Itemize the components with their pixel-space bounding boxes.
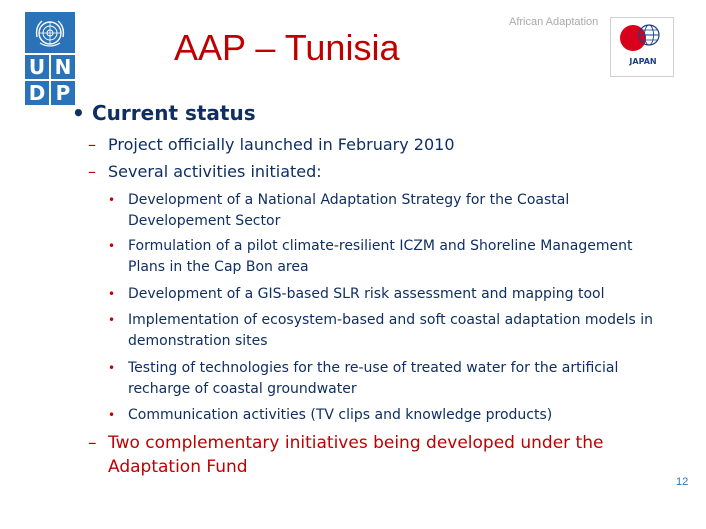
- bullet-icon: •: [108, 313, 116, 327]
- undp-letter-p: P: [51, 81, 75, 105]
- undp-letter-u: U: [25, 55, 49, 79]
- header-note: African Adaptation: [509, 16, 599, 28]
- undp-letter-d: D: [25, 81, 49, 105]
- dash-icon: –: [88, 162, 96, 181]
- bullet-icon: •: [108, 361, 116, 375]
- activity-text: Communication activities (TV clips and knowledge products): [128, 407, 553, 423]
- current-status-heading: [72, 101, 256, 125]
- activity-item: [108, 190, 668, 232]
- japan-flag-globe-icon: [611, 18, 673, 58]
- status-item-text: Several activities initiated:: [108, 162, 322, 181]
- page-number: 12: [676, 476, 689, 488]
- status-item: [88, 162, 322, 181]
- current-status-label: Current status: [92, 101, 256, 125]
- dash-icon: –: [88, 135, 96, 154]
- activity-text: Development of a National Adaptation Strategy for the Coastal Developement Sector: [128, 192, 570, 229]
- activity-text: Development of a GIS-based SLR risk assessment and mapping tool: [128, 286, 605, 302]
- activity-text: Implementation of ecosystem-based and soft coastal adaptation models in demonstration sites: [128, 312, 653, 349]
- activity-text: Testing of technologies for the re-use of treated water for the artificial recharge of coastal groundwater: [128, 360, 619, 397]
- bullet-icon: •: [108, 287, 116, 301]
- bullet-icon: •: [108, 239, 116, 253]
- bullet-icon: •: [108, 193, 116, 207]
- dash-icon: –: [88, 433, 97, 453]
- bullet-icon: •: [72, 101, 85, 125]
- activity-item: [108, 236, 668, 278]
- adaptation-fund-item: [88, 431, 628, 479]
- status-item-text: Project officially launched in February 2010: [108, 135, 455, 154]
- adaptation-fund-text: Two complementary initiatives being developed under the Adaptation Fund: [108, 433, 604, 477]
- activity-text: Formulation of a pilot climate-resilient ICZM and Shoreline Management Plans in the Cap Bon area: [128, 238, 633, 275]
- activity-item: [108, 405, 668, 426]
- undp-letter-n: N: [51, 55, 75, 79]
- japan-logo: [610, 17, 674, 77]
- activity-item: [108, 358, 668, 400]
- undp-logo: [25, 12, 75, 105]
- activity-item: [108, 310, 668, 352]
- bullet-icon: •: [108, 408, 116, 422]
- page-title: AAP – Tunisia: [174, 27, 400, 68]
- un-emblem-icon: [25, 12, 75, 53]
- japan-logo-text: JAPAN: [629, 57, 657, 66]
- activity-item: [108, 284, 668, 305]
- status-item: [88, 135, 455, 154]
